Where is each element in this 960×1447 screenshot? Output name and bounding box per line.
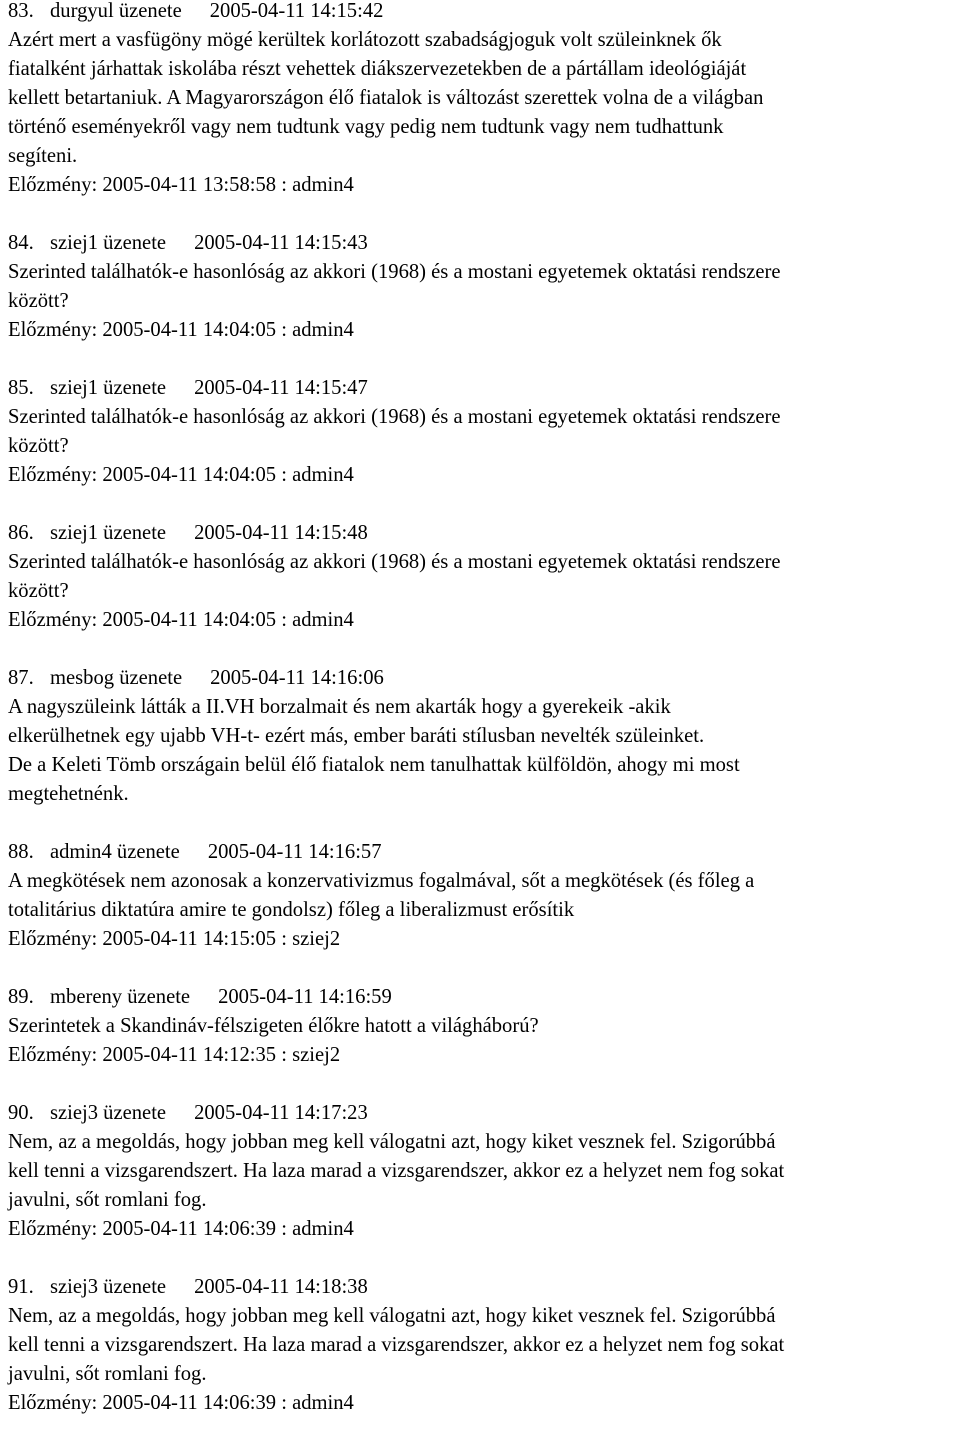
message-header — [8, 838, 958, 867]
message-line: Azért mert a vasfügöny mögé kerültek korlátozott szabadságjoguk volt szüleinknek ők — [8, 29, 722, 51]
message-post — [8, 1099, 958, 1244]
message-post — [8, 983, 958, 1070]
message-line: javulni, sőt romlani fog. — [8, 1363, 207, 1385]
message-line: Nem, az a megoldás, hogy jobban meg kell válogatni azt, hogy kiket vesznek fel. Szigorúbbá — [8, 1305, 776, 1327]
message-timestamp: 2005-04-11 14:16:59 — [218, 986, 392, 1008]
message-line: A megkötések nem azonosak a konzervativizmus fogalmával, sőt a megkötések (és főleg a — [8, 870, 755, 892]
message-author: sziej1 üzenete — [50, 377, 167, 399]
message-number: 84. — [8, 232, 34, 254]
message-line: megtehetnénk. — [8, 783, 129, 805]
message-header — [8, 1273, 958, 1302]
message-timestamp: 2005-04-11 14:16:06 — [210, 667, 384, 689]
message-header — [8, 1099, 958, 1128]
message-line: Szerintetek a Skandináv-félszigeten élőkre hatott a világháború? — [8, 1015, 539, 1037]
message-author: sziej1 üzenete — [50, 522, 167, 544]
message-author: sziej3 üzenete — [50, 1276, 167, 1298]
message-timestamp: 2005-04-11 14:15:48 — [194, 522, 368, 544]
message-line: között? — [8, 580, 69, 602]
message-number: 89. — [8, 986, 34, 1008]
message-line: elkerülhetnek egy ujabb VH-t- ezért más, ember baráti stílusban nevelték szüleinket. — [8, 725, 705, 747]
message-header — [8, 983, 958, 1012]
message-header — [8, 374, 958, 403]
message-author: sziej1 üzenete — [50, 232, 167, 254]
message-header — [8, 664, 958, 693]
message-author: durgyul üzenete — [50, 0, 182, 22]
message-post — [8, 1273, 958, 1418]
message-line: között? — [8, 290, 69, 312]
message-post — [8, 664, 958, 809]
message-author: admin4 üzenete — [50, 841, 180, 863]
previous-message-link[interactable]: Előzmény: 2005-04-11 14:15:05 : sziej2 — [8, 928, 341, 950]
message-post — [8, 519, 958, 635]
message-post — [8, 229, 958, 345]
message-number: 87. — [8, 667, 34, 689]
message-author: mbereny üzenete — [50, 986, 191, 1008]
previous-message-link[interactable]: Előzmény: 2005-04-11 14:04:05 : admin4 — [8, 464, 354, 486]
message-body — [8, 548, 958, 606]
message-body — [8, 258, 958, 316]
message-line: kell tenni a vizsgarendszert. Ha laza marad a vizsgarendszer, akkor ez a helyzet nem fog sokat — [8, 1160, 785, 1182]
message-line: A nagyszüleink látták a II.VH borzalmait és nem akarták hogy a gyerekeik -akik — [8, 696, 671, 718]
message-post — [8, 374, 958, 490]
message-body — [8, 1302, 958, 1389]
message-body — [8, 26, 958, 171]
message-line: De a Keleti Tömb országain belül élő fiatalok nem tanulhattak külföldön, ahogy mi most — [8, 754, 740, 776]
message-line: kell tenni a vizsgarendszert. Ha laza marad a vizsgarendszer, akkor ez a helyzet nem fog sokat — [8, 1334, 785, 1356]
message-post — [8, 0, 958, 200]
message-number: 88. — [8, 841, 34, 863]
message-timestamp: 2005-04-11 14:15:47 — [194, 377, 368, 399]
message-timestamp: 2005-04-11 14:16:57 — [207, 841, 382, 863]
message-timestamp: 2005-04-11 14:15:42 — [209, 0, 384, 22]
message-line: javulni, sőt romlani fog. — [8, 1189, 207, 1211]
message-line: Szerinted találhatók-e hasonlóság az akkori (1968) és a mostani egyetemek oktatási rendszere — [8, 551, 781, 573]
message-body — [8, 693, 958, 809]
message-header — [8, 0, 958, 26]
message-line: totalitárius diktatúra amire te gondolsz) főleg a liberalizmust erősítik — [8, 899, 575, 921]
message-number: 91. — [8, 1276, 34, 1298]
previous-message-link[interactable]: Előzmény: 2005-04-11 14:06:39 : admin4 — [8, 1218, 354, 1240]
previous-message-link[interactable]: Előzmény: 2005-04-11 14:04:05 : admin4 — [8, 609, 354, 631]
message-timestamp: 2005-04-11 14:17:23 — [194, 1102, 368, 1124]
message-line: között? — [8, 435, 69, 457]
message-line: történő eseményekről vagy nem tudtunk vagy pedig nem tudtunk vagy nem tudhattunk — [8, 116, 724, 138]
previous-message-link[interactable]: Előzmény: 2005-04-11 14:12:35 : sziej2 — [8, 1044, 341, 1066]
previous-message-link[interactable]: Előzmény: 2005-04-11 14:04:05 : admin4 — [8, 319, 354, 341]
message-author: sziej3 üzenete — [50, 1102, 167, 1124]
message-timestamp: 2005-04-11 14:15:43 — [194, 232, 368, 254]
message-header — [8, 519, 958, 548]
message-line: Szerinted találhatók-e hasonlóság az akkori (1968) és a mostani egyetemek oktatási rendszere — [8, 406, 781, 428]
previous-message-link[interactable]: Előzmény: 2005-04-11 13:58:58 : admin4 — [8, 174, 354, 196]
message-line: fiatalként járhattak iskolába részt vehettek diákszervezetekben de a pártállam ideológiáját — [8, 58, 747, 80]
previous-message-link[interactable]: Előzmény: 2005-04-11 14:06:39 : admin4 — [8, 1392, 354, 1414]
message-author: mesbog üzenete — [50, 667, 183, 689]
message-body — [8, 1012, 958, 1041]
message-line: Szerinted találhatók-e hasonlóság az akkori (1968) és a mostani egyetemek oktatási rendszere — [8, 261, 781, 283]
message-header — [8, 229, 958, 258]
message-timestamp: 2005-04-11 14:18:38 — [194, 1276, 368, 1298]
message-number: 86. — [8, 522, 34, 544]
message-number: 83. — [8, 0, 34, 22]
message-number: 85. — [8, 377, 34, 399]
message-list — [8, 0, 958, 1447]
message-line: Nem, az a megoldás, hogy jobban meg kell válogatni azt, hogy kiket vesznek fel. Szigorúbbá — [8, 1131, 776, 1153]
message-post — [8, 838, 958, 954]
message-line: kellett betartaniuk. A Magyarországon élő fiatalok is változást szerettek volna de a világban — [8, 87, 764, 109]
message-number: 90. — [8, 1102, 34, 1124]
message-body — [8, 403, 958, 461]
message-body — [8, 867, 958, 925]
message-body — [8, 1128, 958, 1215]
message-line: segíteni. — [8, 145, 78, 167]
